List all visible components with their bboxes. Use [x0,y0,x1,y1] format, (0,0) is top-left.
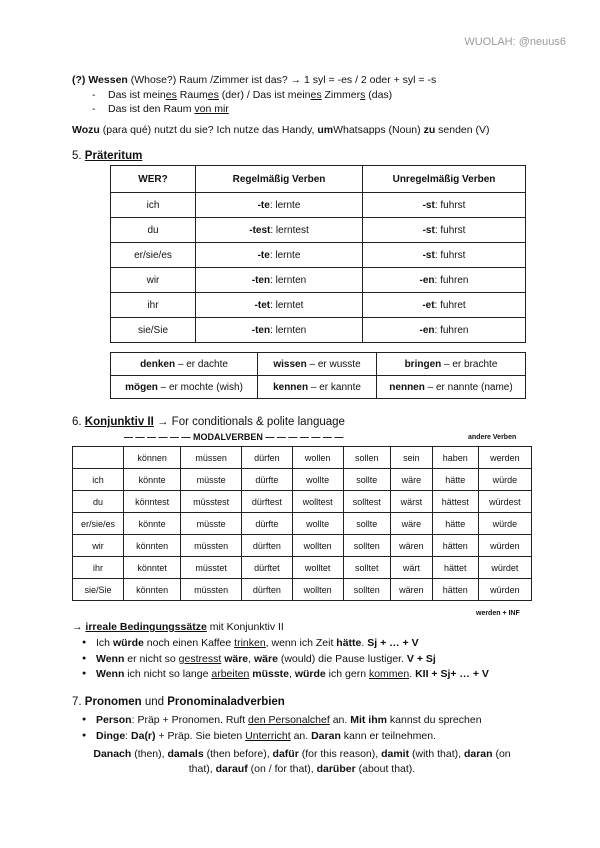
form-cell: dürften [241,579,292,601]
form-cell: müsstest [181,491,242,513]
modalverben-label: — — — — — — MODALVERBEN — — — — — — — [124,432,344,442]
table-row [111,218,526,243]
form-cell: müssten [181,579,242,601]
irregular-cell: -st: fuhrst [363,218,526,243]
form-cell: wären [391,535,433,557]
person-cell: wir [111,268,196,293]
person-cell: du [73,491,124,513]
header-cell: Unregelmäßig Verben [363,166,526,193]
form-cell: sollten [343,579,391,601]
table-row [73,513,532,535]
person-cell: sie/Sie [73,579,124,601]
wessen-example-1: - Das ist meines Raumes (der) / Das ist meines Zimmers (das) [92,89,392,101]
adverbien-paragraph [72,747,532,777]
regular-cell: -te: lernte [196,193,363,218]
form-cell: wärt [391,557,433,579]
wozu-line: Wozu (para qué) nutzt du sie? Ich nutze das Handy, umWhatsapps (Noun) zu senden (V) [72,124,490,136]
regular-cell: -te: lernte [196,243,363,268]
person-cell: ich [73,469,124,491]
table-row [73,469,532,491]
section-7-heading: 7. Pronomen und Pronominaladverbien [72,696,285,708]
person-cell: ihr [111,293,196,318]
table-row [111,353,526,376]
form-cell: wollten [292,579,343,601]
header-cell: Regelmäßig Verben [196,166,363,193]
irreal-bullet-2: ● Wenn er nicht so gestresst wäre, wäre (would) die Pause lustiger. V + Sj [96,653,436,665]
verb-cell: denken – er dachte [111,353,258,376]
form-cell: wollte [292,469,343,491]
header-cell: dürfen [241,447,292,469]
verb-cell: wissen – er wusste [258,353,377,376]
adverbien-line-1: Danach (then), damals (then before), dafür (for this reason), damit (with that), daran (on [93,748,511,760]
verb-cell: bringen – er brachte [377,353,526,376]
irregular-cell: -st: fuhrst [363,193,526,218]
header-cell: sollen [343,447,391,469]
form-cell: solltest [343,491,391,513]
form-cell: würden [478,579,531,601]
form-cell: wollte [292,513,343,535]
konjunktiv-table [72,446,532,601]
table-row [73,579,532,601]
header-cell: WER? [111,166,196,193]
form-cell: müsste [181,469,242,491]
irregular-cell: -en: fuhren [363,318,526,343]
table-row [111,193,526,218]
person-cell: wir [73,535,124,557]
regular-cell: -tet: lerntet [196,293,363,318]
adverbien-line-2: that), darauf (on / for that), darüber (about that). [188,763,416,775]
form-cell: sollten [343,535,391,557]
werden-inf-note: werden + INF [476,610,520,617]
table-header-row [73,447,532,469]
praeteritum-table [110,165,526,343]
irreal-bullet-1: ● Ich würde noch einen Kaffee trinken, wenn ich Zeit hätte. Sj + … + V [96,637,419,649]
irregular-cell: -et: fuhret [363,293,526,318]
regular-cell: -ten: lernten [196,268,363,293]
form-cell: würden [478,535,531,557]
section-6-heading: 6. Konjunktiv II → For conditionals & polite language [72,416,345,428]
header-cell: können [124,447,181,469]
form-cell: dürfte [241,469,292,491]
person-cell: ich [111,193,196,218]
form-cell: wärst [391,491,433,513]
form-cell: könnten [124,579,181,601]
form-cell: hätte [432,513,478,535]
form-cell: dürften [241,535,292,557]
table-row [111,376,526,399]
form-cell: wäre [391,469,433,491]
section-5-heading: 5. Präteritum [72,150,143,162]
header-cell: sein [391,447,433,469]
form-cell: müsstet [181,557,242,579]
verb-cell: mögen – er mochte (wish) [111,376,258,399]
person-cell: er/sie/es [73,513,124,535]
header-cell: wollen [292,447,343,469]
header-cell: haben [432,447,478,469]
header-cell [73,447,124,469]
table-row [111,268,526,293]
regular-cell: -ten: lernten [196,318,363,343]
form-cell: würde [478,513,531,535]
watermark: WUOLAH: @neuus6 [464,36,566,48]
form-cell: wolltest [292,491,343,513]
verb-cell: kennen – er kannte [258,376,377,399]
form-cell: würdet [478,557,531,579]
irreal-heading: → irreale Bedingungssätze mit Konjunktiv II [72,621,284,633]
form-cell: hätten [432,579,478,601]
form-cell: sollte [343,469,391,491]
table-row [73,535,532,557]
form-cell: würdest [478,491,531,513]
table-row [73,491,532,513]
form-cell: wären [391,579,433,601]
form-cell: dürftet [241,557,292,579]
form-cell: müssten [181,535,242,557]
mixed-verbs-table [110,352,526,399]
wessen-example-2: - Das ist den Raum von mir [92,103,229,115]
header-cell: werden [478,447,531,469]
andere-verben-label: andere Verben [468,434,517,441]
form-cell: könnte [124,513,181,535]
regular-cell: -test: lerntest [196,218,363,243]
form-cell: könntet [124,557,181,579]
header-cell: müssen [181,447,242,469]
person-cell: er/sie/es [111,243,196,268]
form-cell: hätten [432,535,478,557]
form-cell: solltet [343,557,391,579]
form-cell: dürftest [241,491,292,513]
table-row [111,243,526,268]
form-cell: wollten [292,535,343,557]
wessen-question: (?) Wessen (Whose?) Raum /Zimmer ist das? → 1 syl = -es / 2 oder + syl = -s [72,74,437,86]
form-cell: sollte [343,513,391,535]
table-header-row [111,166,526,193]
form-cell: würde [478,469,531,491]
irregular-cell: -st: fuhrst [363,243,526,268]
person-cell: du [111,218,196,243]
form-cell: könnten [124,535,181,557]
irregular-cell: -en: fuhren [363,268,526,293]
form-cell: dürfte [241,513,292,535]
table-row [111,318,526,343]
form-cell: könntest [124,491,181,513]
form-cell: hättet [432,557,478,579]
form-cell: hättest [432,491,478,513]
verb-cell: nennen – er nannte (name) [377,376,526,399]
form-cell: hätte [432,469,478,491]
form-cell: wäre [391,513,433,535]
form-cell: könnte [124,469,181,491]
person-cell: ihr [73,557,124,579]
irreal-bullet-3: ● Wenn ich nicht so lange arbeiten müsste, würde ich gern kommen. KII + Sj+ … + V [96,668,489,680]
person-cell: sie/Sie [111,318,196,343]
pronomen-bullet-person: ● Person: Präp + Pronomen. Ruft den Personalchef an. Mit ihm kannst du sprechen [96,714,482,726]
form-cell: wolltet [292,557,343,579]
pronomen-bullet-dinge: ● Dinge: Da(r) + Präp. Sie bieten Unterricht an. Daran kann er teilnehmen. [96,730,436,742]
table-row [73,557,532,579]
form-cell: müsste [181,513,242,535]
table-row [111,293,526,318]
